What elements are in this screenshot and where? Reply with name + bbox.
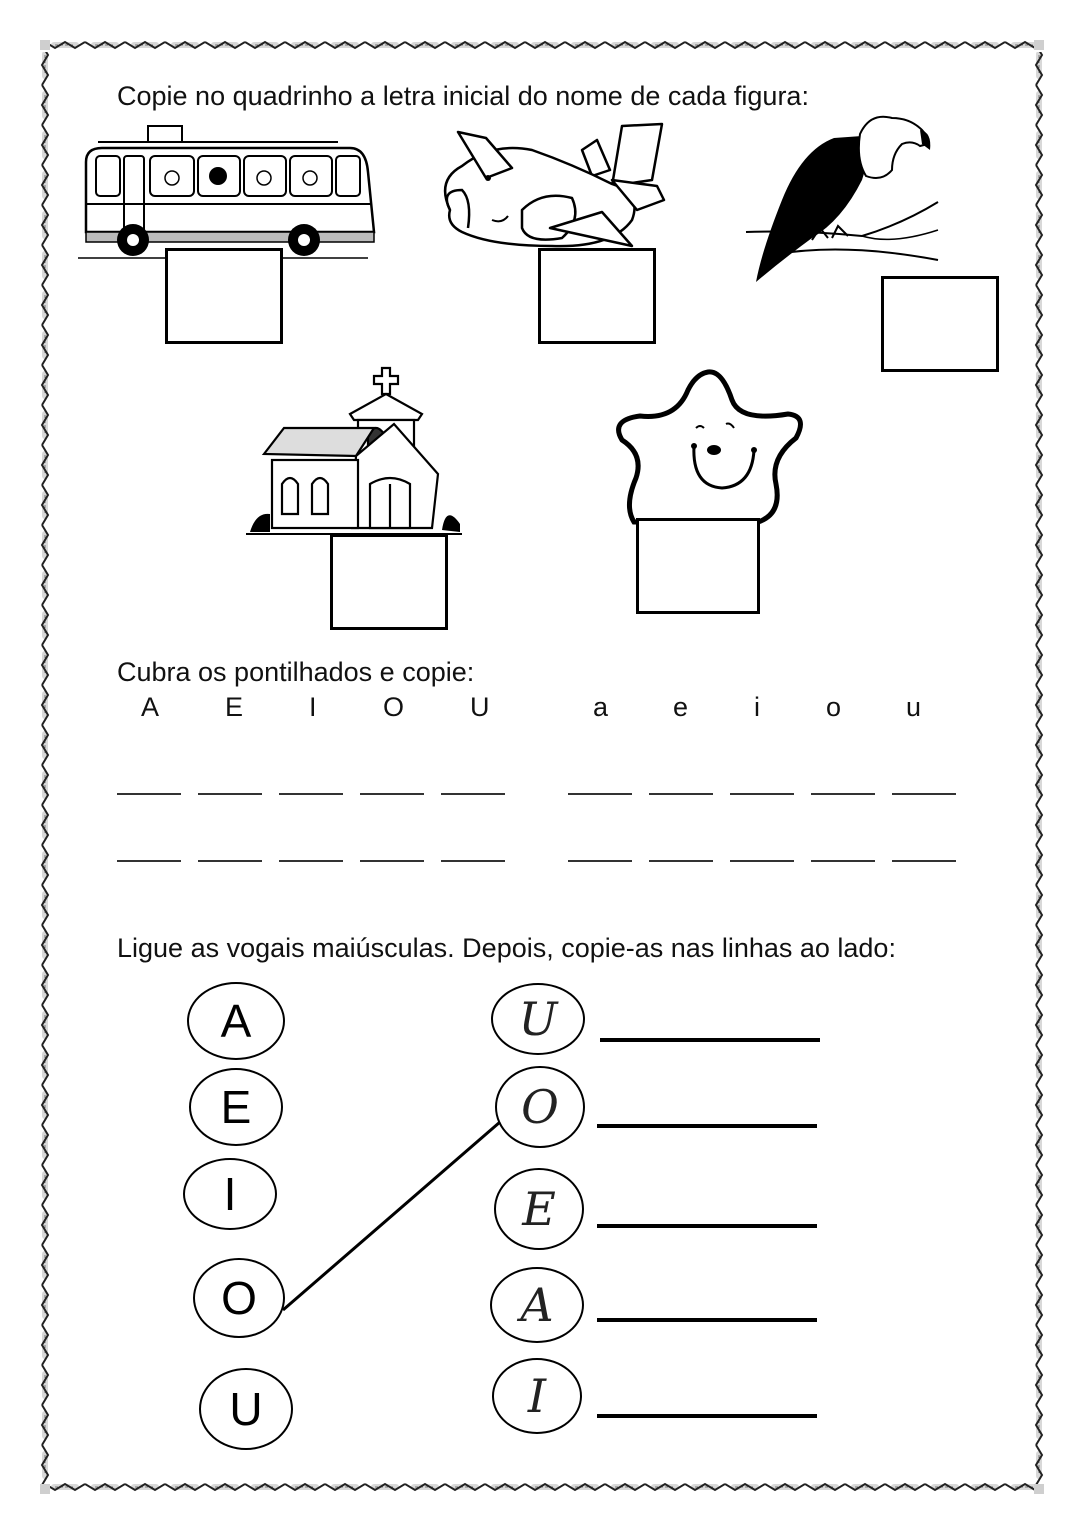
blank-line[interactable] [441, 793, 505, 795]
blank-line[interactable] [117, 860, 181, 862]
print-letter-circle-i[interactable] [183, 1158, 277, 1230]
blank-line[interactable] [279, 793, 343, 795]
section2-instruction: Cubra os pontilhados e copie: [117, 657, 475, 687]
cursive-letter: U [518, 992, 558, 1046]
write-line-5[interactable] [597, 1414, 817, 1418]
answer-box-church[interactable] [330, 534, 448, 630]
blank-line[interactable] [360, 793, 424, 795]
print-letter: I [223, 1168, 237, 1220]
vowel-lowercase-o: o [826, 692, 842, 722]
print-letter: E [220, 1081, 252, 1133]
blank-line[interactable] [730, 793, 794, 795]
answer-box-star[interactable] [636, 518, 760, 614]
vowel-uppercase-a: A [141, 692, 160, 722]
cursive-letter-circle-a[interactable] [490, 1267, 584, 1343]
answer-box-airplane[interactable] [538, 248, 656, 344]
cursive-letter: O [521, 1080, 559, 1134]
vowel-uppercase-u: U [470, 692, 490, 722]
blank-line[interactable] [198, 860, 262, 862]
vowel-lowercase-a: a [593, 692, 609, 722]
blank-line[interactable] [198, 793, 262, 795]
cursive-letter: A [520, 1278, 554, 1332]
blank-line[interactable] [117, 793, 181, 795]
cursive-letter-circle-e[interactable] [494, 1168, 584, 1250]
bus-illustration [78, 122, 378, 267]
vowel-lowercase-u: u [906, 692, 922, 722]
blank-line[interactable] [892, 793, 956, 795]
blank-line[interactable] [811, 860, 875, 862]
blank-line[interactable] [568, 793, 632, 795]
print-letter: U [229, 1383, 263, 1435]
blank-line[interactable] [892, 860, 956, 862]
print-letter: O [221, 1272, 257, 1324]
cursive-letter: E [522, 1182, 556, 1236]
blank-line[interactable] [811, 793, 875, 795]
blank-line[interactable] [360, 860, 424, 862]
blank-line[interactable] [730, 860, 794, 862]
cursive-letter: I [527, 1369, 547, 1423]
write-line-3[interactable] [597, 1224, 817, 1228]
print-letter: A [220, 995, 252, 1047]
blank-line[interactable] [649, 860, 713, 862]
vowel-lowercase-i: i [754, 692, 760, 722]
answer-box-bus[interactable] [165, 248, 283, 344]
write-line-2[interactable] [597, 1124, 817, 1128]
airplane-illustration [432, 120, 672, 250]
cursive-letter-circle-u[interactable] [491, 983, 585, 1055]
answer-box-vulture[interactable] [881, 276, 999, 372]
print-letter-circle-e[interactable] [189, 1068, 283, 1146]
print-letter-circle-o[interactable] [193, 1258, 285, 1338]
vowel-uppercase-i: I [309, 692, 317, 722]
blank-line[interactable] [279, 860, 343, 862]
write-line-1[interactable] [600, 1038, 820, 1042]
section1-instruction: Copie no quadrinho a letra inicial do nome de cada figura: [117, 81, 809, 111]
vulture-illustration [742, 110, 942, 285]
vowel-lowercase-e: e [673, 692, 689, 722]
vowel-uppercase-e: E [225, 692, 244, 722]
vowel-uppercase-o: O [383, 692, 405, 722]
cursive-letter-circle-o[interactable] [495, 1066, 585, 1148]
blank-line[interactable] [441, 860, 505, 862]
church-illustration [246, 364, 466, 542]
section3-instruction: Ligue as vogais maiúsculas. Depois, copie-as nas linhas ao lado: [117, 933, 896, 963]
print-letter-circle-u[interactable] [199, 1368, 293, 1450]
blank-line[interactable] [568, 860, 632, 862]
blank-line[interactable] [649, 793, 713, 795]
cursive-letter-circle-i[interactable] [492, 1358, 582, 1434]
star-illustration [610, 366, 810, 526]
write-line-4[interactable] [597, 1318, 817, 1322]
print-letter-circle-a[interactable] [187, 982, 285, 1060]
